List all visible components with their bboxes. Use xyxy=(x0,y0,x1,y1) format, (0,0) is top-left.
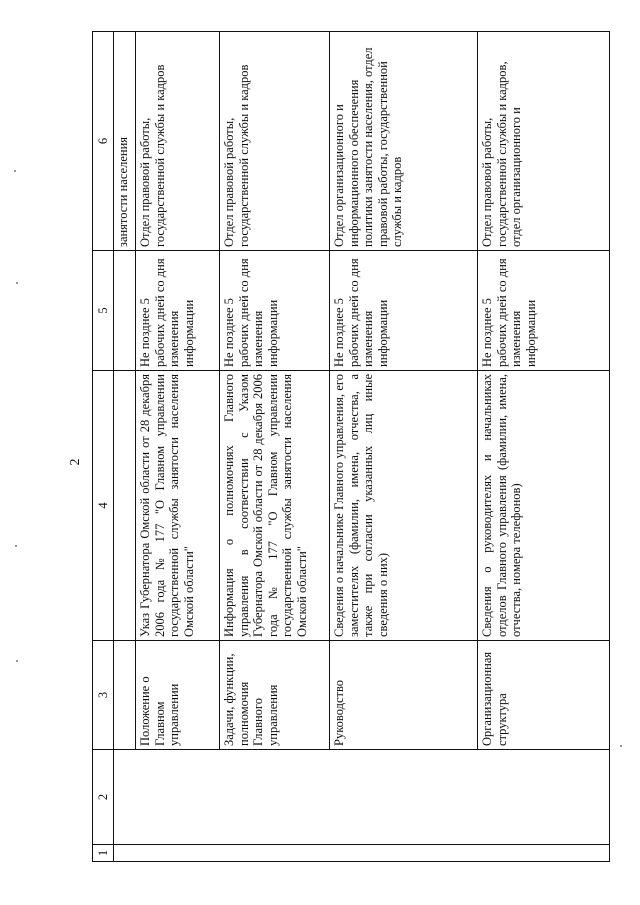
cell-continuation: занятости населения xyxy=(114,32,136,251)
header-col-5: 5 xyxy=(93,251,114,371)
cell-deadline: Не позднее 5 рабочих дней со дня изменения информации xyxy=(330,251,478,371)
cell xyxy=(114,845,610,862)
info-table xyxy=(92,31,610,862)
scan-speck xyxy=(14,170,16,172)
cell-deadline: Не позднее 5 рабочих дней со дня изменения информации xyxy=(478,251,610,371)
cell xyxy=(114,371,136,641)
scan-speck xyxy=(620,745,622,747)
header-col-3: 3 xyxy=(93,641,114,750)
table-row xyxy=(136,32,220,862)
cell-description: Сведения о руководителях и начальниках отделов Главного управления (фамилии, имена, отчества, номера телефонов) xyxy=(478,371,610,641)
scan-speck xyxy=(16,660,18,662)
cell xyxy=(114,641,136,750)
continuation-row xyxy=(114,32,136,862)
cell-responsible: Отдел правовой работы, государственной службы и кадров xyxy=(136,32,220,251)
header-col-1: 1 xyxy=(93,845,114,862)
cell-deadline: Не позднее 5 рабочих дней со дня изменения информации xyxy=(136,251,220,371)
table-row xyxy=(478,32,610,862)
cell-responsible: Отдел правовой работы, государственной службы и кадров, отдел организационного и xyxy=(478,32,610,251)
cell-section: Организационная структура xyxy=(478,641,610,750)
header-col-6: 6 xyxy=(93,32,114,251)
cell-responsible: Отдел правовой работы, государственной службы и кадров xyxy=(220,32,330,251)
cell-description: Указ Губернатора Омской области от 28 декабря 2006 года № 177 "О Главном управлении государственной службы занятости населения Омской области" xyxy=(136,371,220,641)
cell-description: Информация о полномочиях Главного управления в соответствии с Указом Губернатора Омской области от 28 декабря 2006 года № 177 "О Главном управлении государственной службы занятости населения Омской области" xyxy=(220,371,330,641)
table-row xyxy=(220,32,330,862)
header-col-4: 4 xyxy=(93,371,114,641)
cell xyxy=(114,750,610,845)
cell-section: Задачи, функции, полномочия Главного управления xyxy=(220,641,330,750)
rotated-table-container xyxy=(92,32,610,862)
cell-description: Сведения о начальнике Главного управления, его заместителях (фамилии, имена, отчества, а также при согласии указанных лиц иные сведения о них) xyxy=(330,371,478,641)
table-header-row xyxy=(93,32,114,862)
cell-section: Руководство xyxy=(330,641,478,750)
header-col-2: 2 xyxy=(93,750,114,845)
scan-speck xyxy=(15,545,17,547)
scan-speck xyxy=(16,282,18,284)
cell-deadline: Не позднее 5 рабочих дней со дня изменения информации xyxy=(220,251,330,371)
cell xyxy=(114,251,136,371)
table-row xyxy=(330,32,478,862)
cell-section: Положение о Главном управлении xyxy=(136,641,220,750)
cell-responsible: Отдел организационного и информационного обеспечения политики занятости населения, отдел правовой работы, государственной службы и кадров xyxy=(330,32,478,251)
page-number: 2 xyxy=(68,458,83,466)
